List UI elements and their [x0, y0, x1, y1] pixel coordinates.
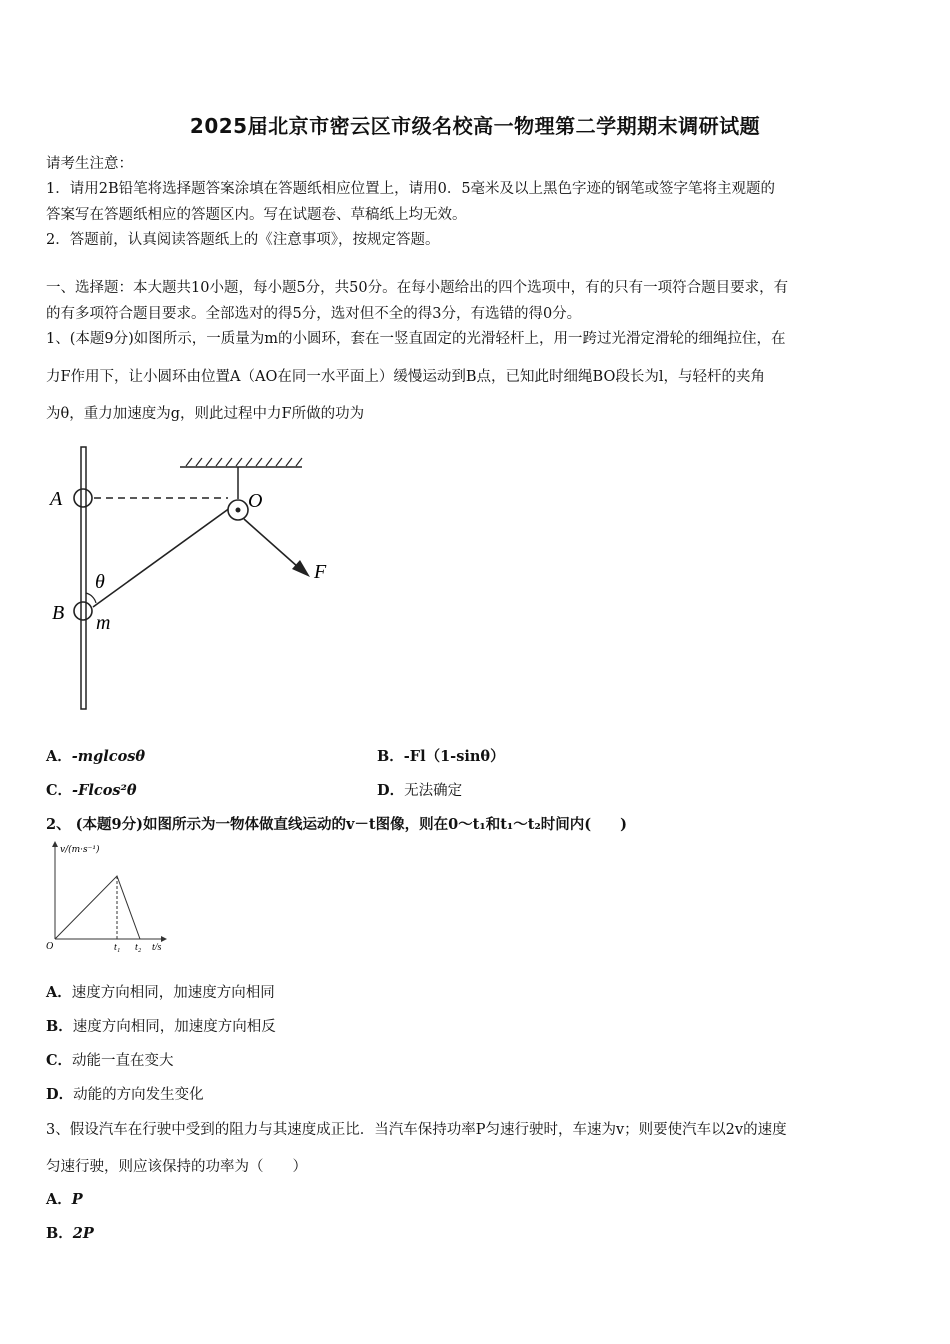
option-text: -Fl（1-sinθ） — [403, 748, 505, 765]
q1-option-C[interactable] — [46, 779, 137, 800]
q2-vt-graph — [44, 840, 174, 955]
label-O: O — [248, 490, 263, 512]
y-axis-label: v/(m·s⁻¹) — [60, 845, 100, 855]
vt-series-line — [55, 876, 140, 939]
option-text: -Flcos²θ — [72, 782, 137, 799]
notice-item-2: 2．答题前，认真阅读答题纸上的《注意事项》，按规定答题。 — [46, 232, 440, 248]
option-label: D． — [377, 782, 405, 799]
q3-stem-line2: 匀速行驶，则应该保持的功率为（ ） — [46, 1159, 307, 1175]
q1-stem-line2: 力F作用下，让小圆环由位置A（AO在同一水平面上）缓慢运动到B点，已知此时细绳BO段长为l，与轻杆的夹角 — [46, 369, 765, 385]
q1-stem-line1: 1、(本题9分)如图所示，一质量为m的小圆环，套在一竖直固定的光滑轻杆上，用一跨过光滑定滑轮的细绳拉住，在 — [46, 331, 786, 347]
q3-stem-line1: 3、假设汽车在行驶中受到的阻力与其速度成正比．当汽车保持功率P匀速行驶时，车速为v；则要使汽车以2v的速度 — [46, 1122, 787, 1138]
page-title: 2025届北京市密云区市级名校高一物理第二学期期末调研试题 — [189, 114, 761, 138]
q1-option-B[interactable] — [377, 745, 505, 766]
label-A: A — [50, 488, 63, 510]
q2-option-A[interactable] — [46, 981, 275, 1002]
q1-stem-line3: 为θ，重力加速度为g，则此过程中力F所做的功为 — [46, 406, 365, 422]
label-F: F — [314, 561, 327, 583]
rope-to-F — [244, 519, 298, 567]
option-text: 2P — [72, 1225, 94, 1242]
section-intro-line1: 一、选择题：本大题共10小题，每小题5分，共50分。在每小题给出的四个选项中，有的只有一项符合题目要求，有 — [46, 280, 789, 296]
q2-option-C[interactable] — [46, 1049, 174, 1070]
q1-option-A[interactable] — [46, 745, 145, 766]
option-text: -mglcosθ — [71, 748, 146, 765]
option-text: P — [71, 1191, 83, 1208]
option-label: A． — [46, 1191, 72, 1208]
option-text: 动能一直在变大 — [72, 1053, 174, 1069]
q1-pulley-diagram — [40, 445, 350, 720]
option-text: 速度方向相同，加速度方向相反 — [72, 1019, 276, 1035]
option-label: A． — [46, 748, 72, 765]
label-B: B — [52, 602, 65, 624]
option-label: A． — [46, 984, 72, 1001]
tick-label-t1: t₁ — [114, 942, 121, 953]
option-label: C． — [46, 1052, 73, 1069]
option-label: B． — [46, 1018, 73, 1035]
rope-BO — [93, 505, 234, 607]
option-label: B． — [46, 1225, 73, 1242]
origin-label: O — [46, 941, 54, 952]
pulley-axle — [236, 508, 241, 513]
section-intro-line2: 的有多项符合题目要求。全部选对的得5分，选对但不全的得3分，有选错的得0分。 — [46, 306, 582, 322]
option-text: 动能的方向发生变化 — [73, 1087, 204, 1103]
q2-option-D[interactable] — [46, 1083, 204, 1104]
option-text: 速度方向相同，加速度方向相同 — [71, 985, 275, 1001]
q1-option-D[interactable] — [377, 779, 462, 800]
option-label: C． — [46, 782, 73, 799]
q2-stem: 2、 (本题9分)如图所示为一物体做直线运动的v－t图像，则在0～t₁和t₁～t₂时间内( ) — [46, 816, 628, 833]
label-m: m — [96, 612, 111, 634]
vertical-rod — [81, 447, 86, 709]
ceiling-hatching — [186, 458, 302, 466]
option-label: B． — [377, 748, 404, 765]
q3-option-B[interactable] — [46, 1222, 94, 1243]
option-label: D． — [46, 1086, 74, 1103]
force-arrow-head — [292, 560, 310, 577]
angle-arc — [86, 593, 96, 603]
x-axis-label: t/s — [152, 942, 162, 953]
option-text: 无法确定 — [404, 783, 463, 799]
q2-option-B[interactable] — [46, 1015, 276, 1036]
q3-option-A[interactable] — [46, 1188, 83, 1209]
notice-item-1a: 1．请用2B铅笔将选择题答案涂填在答题纸相应位置上，请用0．5毫米及以上黑色字迹的钢笔或签字笔将主观题的 — [46, 181, 776, 197]
tick-label-t2: t₂ — [135, 942, 142, 953]
label-theta: θ — [95, 571, 105, 593]
notice-item-1b: 答案写在答题纸相应的答题区内。写在试题卷、草稿纸上均无效。 — [46, 207, 467, 223]
notice-heading: 请考生注意： — [46, 156, 133, 172]
